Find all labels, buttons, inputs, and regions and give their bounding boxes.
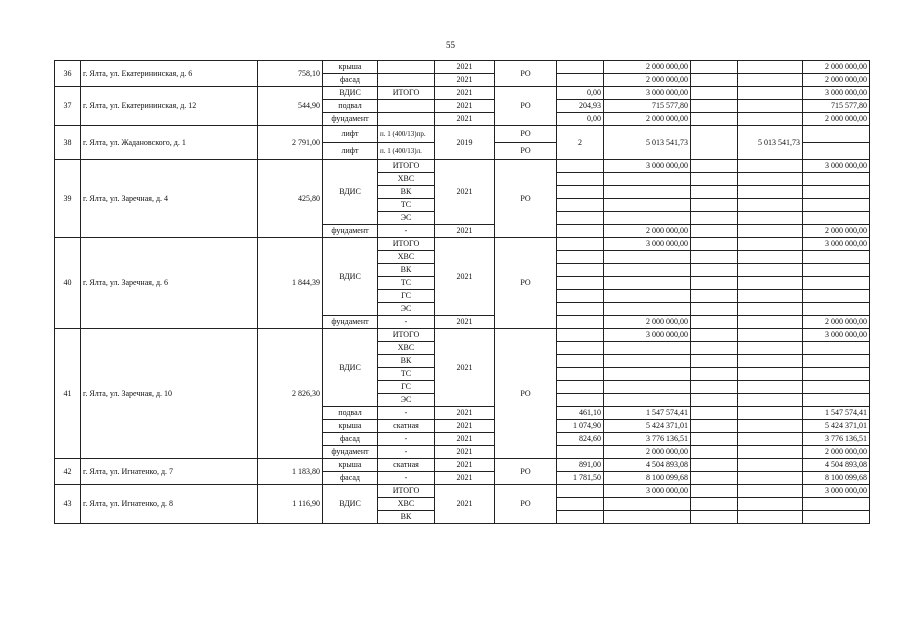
work-type: фундамент [323,446,378,459]
page-number: 55 [446,40,455,50]
cost-c2 [738,74,803,87]
year: 2021 [435,238,495,316]
work-sub: ВК [378,511,435,524]
area: 425,80 [258,160,323,238]
total: 2 000 000,00 [803,225,870,238]
work-type: подвал [323,407,378,420]
source: РО [495,238,557,329]
cost-c1 [691,160,738,173]
work-type: крыша [323,61,378,74]
area: 544,90 [258,87,323,126]
total: 2 000 000,00 [803,113,870,126]
work-sub [378,100,435,113]
total: 4 504 893,08 [803,459,870,472]
cost: 2 000 000,00 [604,61,691,74]
table-row [55,329,870,342]
work-type: ВДИС [323,87,378,100]
address: г. Ялта, ул. Игнатенко, д. 8 [81,485,258,524]
work-sub: - [378,433,435,446]
cost: 4 504 893,08 [604,459,691,472]
work-sub: ИТОГО [378,238,435,251]
work-type: крыша [323,459,378,472]
work-sub [378,74,435,87]
cost: 2 000 000,00 [604,446,691,459]
year: 2021 [435,87,495,100]
work-sub: - [378,446,435,459]
total: 2 000 000,00 [803,61,870,74]
address: г. Ялта, ул. Жадановского, д. 1 [81,126,258,160]
address: г. Ялта, ул. Екатерининская, д. 12 [81,87,258,126]
cost-c2 [738,113,803,126]
cost: 2 000 000,00 [604,74,691,87]
volume: 891,00 [557,459,604,472]
table-row [55,126,870,143]
address: г. Ялта, ул. Заречная, д. 4 [81,160,258,238]
work-type: фасад [323,74,378,87]
work-type: фундамент [323,225,378,238]
year: 2021 [435,61,495,74]
volume: 2 [557,126,604,160]
row-number: 43 [55,485,81,524]
total: 5 424 371,01 [803,420,870,433]
work-sub [378,61,435,74]
source: РО [495,485,557,524]
cost: 5 013 541,73 [604,126,691,160]
work-sub: - [378,407,435,420]
work-sub: ХВС [378,342,435,355]
row-number: 40 [55,238,81,329]
cost: 3 776 136,51 [604,433,691,446]
work-sub: п. 1 (400/13)л. [378,143,435,160]
row-number: 37 [55,87,81,126]
work-type: фундамент [323,316,378,329]
work-type: фасад [323,472,378,485]
volume: 0,00 [557,113,604,126]
work-sub: ЭС [378,303,435,316]
area: 758,10 [258,61,323,87]
cost: 2 000 000,00 [604,113,691,126]
volume: 204,93 [557,100,604,113]
work-type: фундамент [323,113,378,126]
work-sub: скатная [378,420,435,433]
year: 2021 [435,329,495,407]
work-sub: - [378,472,435,485]
table-row [55,61,870,74]
total: 3 000 000,00 [803,238,870,251]
work-sub: - [378,316,435,329]
cost: 3 000 000,00 [604,485,691,498]
work-sub: п. 1 (400/13)пр. [378,126,435,143]
row-number: 42 [55,459,81,485]
cost-c1 [691,126,738,160]
area: 2 791,00 [258,126,323,160]
year: 2021 [435,113,495,126]
volume [557,160,604,173]
cost: 3 000 000,00 [604,238,691,251]
volume: 461,10 [557,407,604,420]
work-sub: - [378,225,435,238]
total: 1 547 574,41 [803,407,870,420]
work-sub: ТС [378,199,435,212]
work-type: ВДИС [323,238,378,316]
cost-c2 [738,61,803,74]
cost-c2: 5 013 541,73 [738,126,803,160]
table-row [55,459,870,472]
work-sub: ТС [378,368,435,381]
cost-c2 [738,87,803,100]
total [803,126,870,143]
address: г. Ялта, ул. Екатерининская, д. 6 [81,61,258,87]
work-sub: ВК [378,355,435,368]
work-type: ВДИС [323,485,378,524]
cost-c2 [738,100,803,113]
year: 2021 [435,459,495,472]
address: г. Ялта, ул. Игнатенко, д. 7 [81,459,258,485]
area: 2 826,30 [258,329,323,459]
row-number: 39 [55,160,81,238]
cost: 2 000 000,00 [604,316,691,329]
year: 2021 [435,100,495,113]
cost: 715 577,80 [604,100,691,113]
address: г. Ялта, ул. Заречная, д. 6 [81,238,258,329]
year: 2021 [435,407,495,420]
table-row [55,485,870,498]
area: 1 183,80 [258,459,323,485]
source: РО [495,160,557,238]
year: 2021 [435,420,495,433]
source: РО [495,459,557,485]
cost: 1 547 574,41 [604,407,691,420]
year: 2021 [435,446,495,459]
work-type: лифт [323,143,378,160]
table-row [55,87,870,100]
volume [557,74,604,87]
year: 2021 [435,472,495,485]
cost-c1 [691,61,738,74]
total: 2 000 000,00 [803,74,870,87]
work-sub: ЭС [378,212,435,225]
volume [557,61,604,74]
source: РО [495,126,557,143]
year: 2021 [435,160,495,225]
work-sub: ИТОГО [378,160,435,173]
total: 2 000 000,00 [803,446,870,459]
cost: 5 424 371,01 [604,420,691,433]
cost: 3 000 000,00 [604,329,691,342]
work-sub: ВК [378,186,435,199]
cost-c1 [691,113,738,126]
year: 2021 [435,316,495,329]
work-type: фасад [323,433,378,446]
row-number: 36 [55,61,81,87]
work-sub: ХВС [378,173,435,186]
total: 8 100 099,68 [803,472,870,485]
work-type: крыша [323,420,378,433]
cost: 2 000 000,00 [604,225,691,238]
work-type: ВДИС [323,329,378,407]
area: 1 116,90 [258,485,323,524]
total [803,143,870,160]
work-sub: ИТОГО [378,87,435,100]
work-sub: ТС [378,277,435,290]
total: 3 000 000,00 [803,160,870,173]
year: 2021 [435,433,495,446]
capital-repair-table [54,60,870,524]
total: 2 000 000,00 [803,316,870,329]
source: РО [495,143,557,160]
volume: 824,60 [557,433,604,446]
year: 2021 [435,74,495,87]
address: г. Ялта, ул. Заречная, д. 10 [81,329,258,459]
cost-c1 [691,100,738,113]
work-sub: ЭС [378,394,435,407]
row-number: 38 [55,126,81,160]
row-number: 41 [55,329,81,459]
year: 2021 [435,225,495,238]
total: 3 000 000,00 [803,485,870,498]
volume [557,446,604,459]
work-sub: ИТОГО [378,485,435,498]
cost: 3 000 000,00 [604,160,691,173]
work-type: ВДИС [323,160,378,225]
cost-c1 [691,74,738,87]
total: 3 000 000,00 [803,87,870,100]
source: РО [495,87,557,126]
source: РО [495,61,557,87]
work-sub: ХВС [378,251,435,264]
work-sub: скатная [378,459,435,472]
total: 715 577,80 [803,100,870,113]
work-type: подвал [323,100,378,113]
work-type: лифт [323,126,378,143]
volume: 1 781,50 [557,472,604,485]
volume: 1 074,90 [557,420,604,433]
area: 1 844,39 [258,238,323,329]
work-sub: ГС [378,381,435,394]
volume: 0,00 [557,87,604,100]
work-sub: ХВС [378,498,435,511]
year: 2021 [435,485,495,524]
total: 3 000 000,00 [803,329,870,342]
table-row [55,238,870,251]
cost: 3 000 000,00 [604,87,691,100]
source: РО [495,329,557,459]
total: 3 776 136,51 [803,433,870,446]
work-sub [378,113,435,126]
table-row [55,160,870,173]
cost-c1 [691,87,738,100]
cost-c2 [738,160,803,173]
year: 2019 [435,126,495,160]
work-sub: ИТОГО [378,329,435,342]
cost: 8 100 099,68 [604,472,691,485]
work-sub: ВК [378,264,435,277]
work-sub: ГС [378,290,435,303]
